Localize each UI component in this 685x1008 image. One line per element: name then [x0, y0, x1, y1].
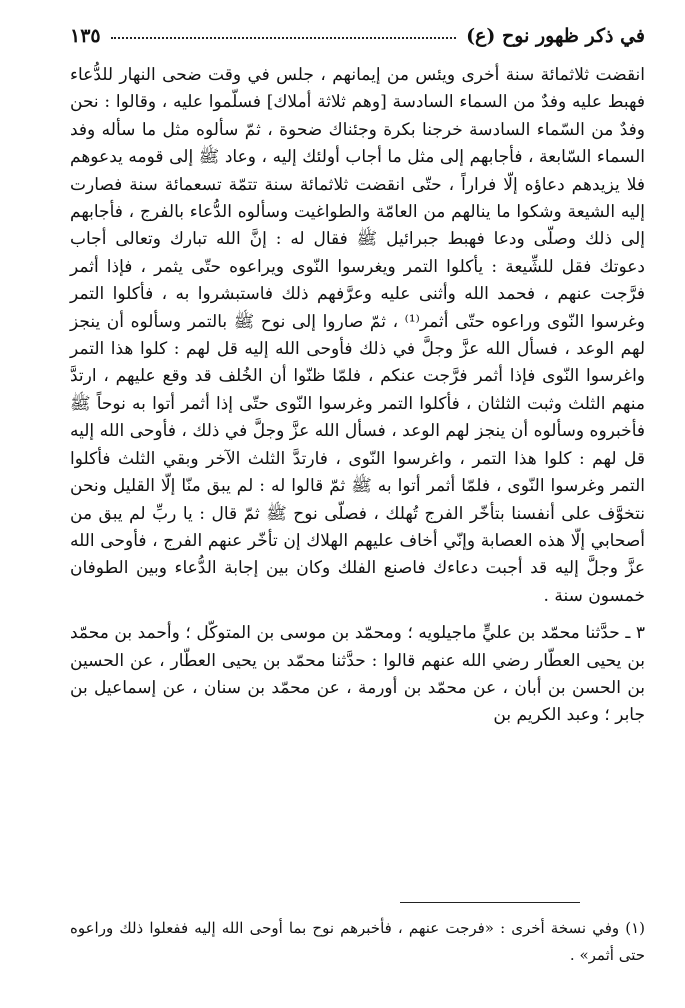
page-number: ١٣٥ — [70, 25, 101, 47]
running-header — [70, 16, 645, 56]
chapter-title: في ذكر ظهور نوح (ع) — [466, 25, 645, 47]
paragraph: انقضت ثلاثمائة سنة أخرى ويئس من إيمانهم ، جلس في وقت ضحى النهار للدُّعاء فهبط عليه وفدٌ من السماء السادسة [وهم ثلاثة أملاك] فسلّموا عليه ، وقالوا : نحن وفدٌ من السّماء السادسة خرجنا بكرة وجئناك ضحوة ، ثمّ سألوه مثل ما سأله وفد السماء السّابعة ، فأجابهم إلى مثل ما أجاب أولئك إليه ، وعاد ﷺ إلى قومه يدعوهم فلا يزيدهم دعاؤه إلّا فراراً ، حتّى انقضت ثلاثمائة سنة تتمّة تسعمائة سنة فصارت إليه الشيعة وشكوا ما ينالهم من العامّة والطواغيت وسألوه الدُّعاء بالفرج ، فأجابهم إلى ذلك وصلّى ودعا فهبط جبرائيل ﷺ فقال له : إنَّ الله تبارك وتعالى أجاب دعوتك فقل للشِّيعة : يأكلوا التمر ويغرسوا النّوى ويراعوه حتّى يثمر ، فإذا أثمر فرَّجت عنهم ، فحمد الله وأثنى عليه وعرَّفهم ذلك فاستبشروا به ، فأكلوا التمر وغرسوا النّوى وراعوه حتّى أثمر⁽¹⁾ ، ثمّ صاروا إلى نوح ﷺ بالتمر وسألوه أن ينجز لهم الوعد ، فسأل الله عزَّ وجلَّ في ذلك فأوحى الله إليه قل لهم : كلوا هذا التمر واغرسوا النّوى فإذا أثمر فرَّجت عنكم ، فلمّا ظنّوا أن الخُلف قد وقع عليهم ، ارتدَّ منهم الثلث وثبت الثلثان ، فأكلوا التمر وغرسوا النّوى حتّى إذا أثمر أتوا به نوحاً ﷺ فأخبروه وسألوه أن ينجز لهم الوعد ، فسأل الله عزَّ وجلَّ في ذلك ، فأوحى الله إليه قل لهم : كلوا هذا التمر ، واغرسوا النّوى ، فارتدَّ الثلث الآخر وبقي الثلث فأكلوا التمر وغرسوا النّوى ، فلمّا أثمر أتوا به ﷺ ثمّ قالوا له : لم يبق منّا إلّا القليل ونحن نتخوَّف على أنفسنا بتأخّر الفرج تُهلك ، فصلّى نوح ﷺ ثمّ قال : يا ربِّ لم يبق من أصحابي إلّا هذه العصابة وإنّي أخاف عليهم الهلاك إن تأخّر عنهم الفرج ، فأوحى الله عزَّ وجلَّ إليه قد أجبت دعاءك فاصنع الفلك وكان بين إجابة الدُّعاء وبين الطوفان خمسون سنة . — [70, 65, 645, 606]
header-dot-leader — [111, 37, 456, 39]
main-text — [70, 62, 645, 730]
paragraph-hadith-3: ٣ ـ حدَّثنا محمّد بن عليٍّ ماجيلويه ؛ ومحمّد بن موسى بن المتوكّل ؛ وأحمد بن محمّد بن يحيى العطّار رضي الله عنهم قالوا : حدَّثنا محمّد بن يحيى العطّار ، عن الحسين بن الحسن بن أبان ، عن محمّد بن أورمة ، عن محمّد بن سنان ، عن إسماعيل بن جابر ؛ وعبد الكريم بن — [70, 623, 645, 726]
footnote-separator — [400, 902, 580, 903]
footnote: (١) وفي نسخة أخرى : «فرجت عنهم ، فأخبرهم نوح بما أوحى الله إليه ففعلوا ذلك وراعوه حتى أثمر» . — [70, 919, 645, 964]
